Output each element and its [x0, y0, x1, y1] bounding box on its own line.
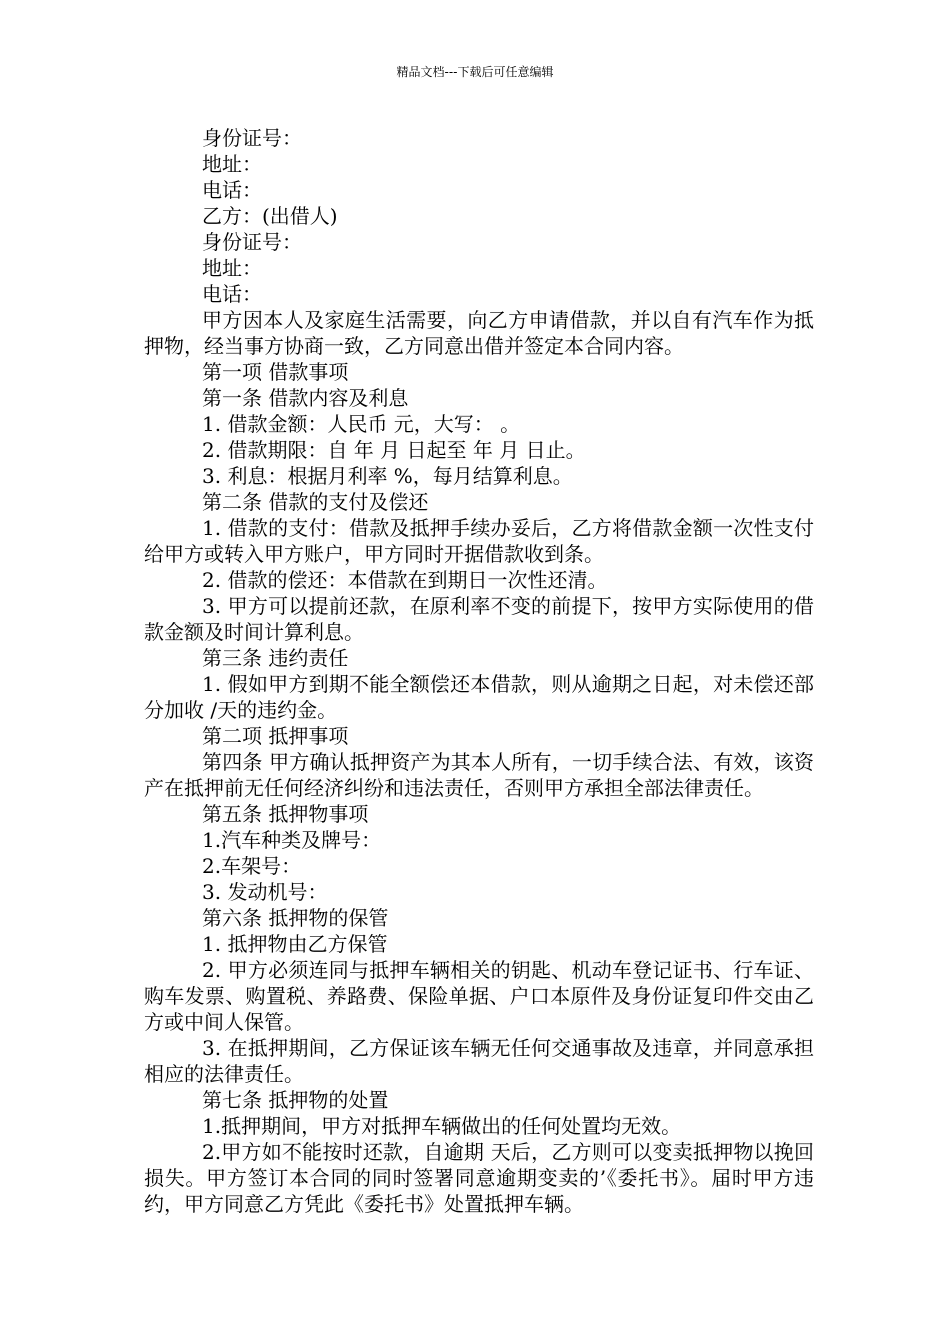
- text-line: 地址：: [202, 152, 262, 176]
- text-line: 身份证号：: [202, 126, 302, 150]
- text-line: 1. 借款金额：人民币 元，大写： 。: [202, 412, 521, 436]
- text-line: 电话：: [202, 282, 262, 306]
- text-line: 地址：: [202, 256, 262, 280]
- paragraph: 1. 假如甲方到期不能全额偿还本借款，则从逾期之日起，对未偿还部分加收 /天的违约金。: [144, 672, 814, 722]
- text-line: 身份证号：: [202, 230, 302, 254]
- paragraph: 甲方因本人及家庭生活需要，向乙方申请借款，并以自有汽车作为抵押物，经当事方协商一致，乙方同意出借并签定本合同内容。: [144, 308, 814, 358]
- document-body: [144, 125, 814, 1217]
- section-heading: 第一项 借款事项: [202, 360, 349, 384]
- page-header: 精品文档---下载后可任意编辑: [396, 65, 554, 79]
- article-heading: 第七条 抵押物的处置: [202, 1088, 389, 1112]
- paragraph: 第四条 甲方确认抵押资产为其本人所有，一切手续合法、有效，该资产在抵押前无任何经济纠纷和违法责任，否则甲方承担全部法律责任。: [144, 750, 814, 800]
- text-line: 3. 利息：根据月利率 %，每月结算利息。: [202, 464, 573, 488]
- text-line: 1.抵押期间，甲方对抵押车辆做出的任何处置均无效。: [202, 1114, 682, 1138]
- text-line: 乙方：(出借人): [202, 204, 338, 228]
- article-heading: 第五条 抵押物事项: [202, 802, 369, 826]
- text-line: 电话：: [202, 178, 262, 202]
- text-line: 1.汽车种类及牌号：: [202, 828, 382, 852]
- section-heading: 第二项 抵押事项: [202, 724, 349, 748]
- article-heading: 第六条 抵押物的保管: [202, 906, 389, 930]
- paragraph: 2.甲方如不能按时还款，自逾期 天后，乙方则可以变卖抵押物以挽回损失。甲方签订本合同的同时签署同意逾期变卖的’《委托书》。届时甲方违约，甲方同意乙方凭此《委托书》处置抵押车辆。: [144, 1140, 814, 1216]
- article-heading: 第一条 借款内容及利息: [202, 386, 409, 410]
- text-line: 2. 借款的偿还：本借款在到期日一次性还清。: [202, 568, 608, 592]
- text-line: 3. 发动机号：: [202, 880, 328, 904]
- text-line: 2. 借款期限：自 年 月 日起至 年 月 日止。: [202, 438, 586, 462]
- paragraph: 3. 在抵押期间，乙方保证该车辆无任何交通事故及违章，并同意承担相应的法律责任。: [144, 1036, 814, 1086]
- text-line: 1. 抵押物由乙方保管: [202, 932, 388, 956]
- article-heading: 第二条 借款的支付及偿还: [202, 490, 429, 514]
- text-line: 2.车架号：: [202, 854, 302, 878]
- article-heading: 第三条 违约责任: [202, 646, 349, 670]
- paragraph: 1. 借款的支付：借款及抵押手续办妥后，乙方将借款金额一次性支付给甲方或转入甲方账户，甲方同时开据借款收到条。: [144, 516, 814, 566]
- paragraph: 2. 甲方必须连同与抵押车辆相关的钥匙、机动车登记证书、行车证、购车发票、购置税、养路费、保险单据、户口本原件及身份证复印件交由乙方或中间人保管。: [144, 958, 814, 1034]
- paragraph: 3. 甲方可以提前还款，在原利率不变的前提下，按甲方实际使用的借款金额及时间计算利息。: [144, 594, 814, 644]
